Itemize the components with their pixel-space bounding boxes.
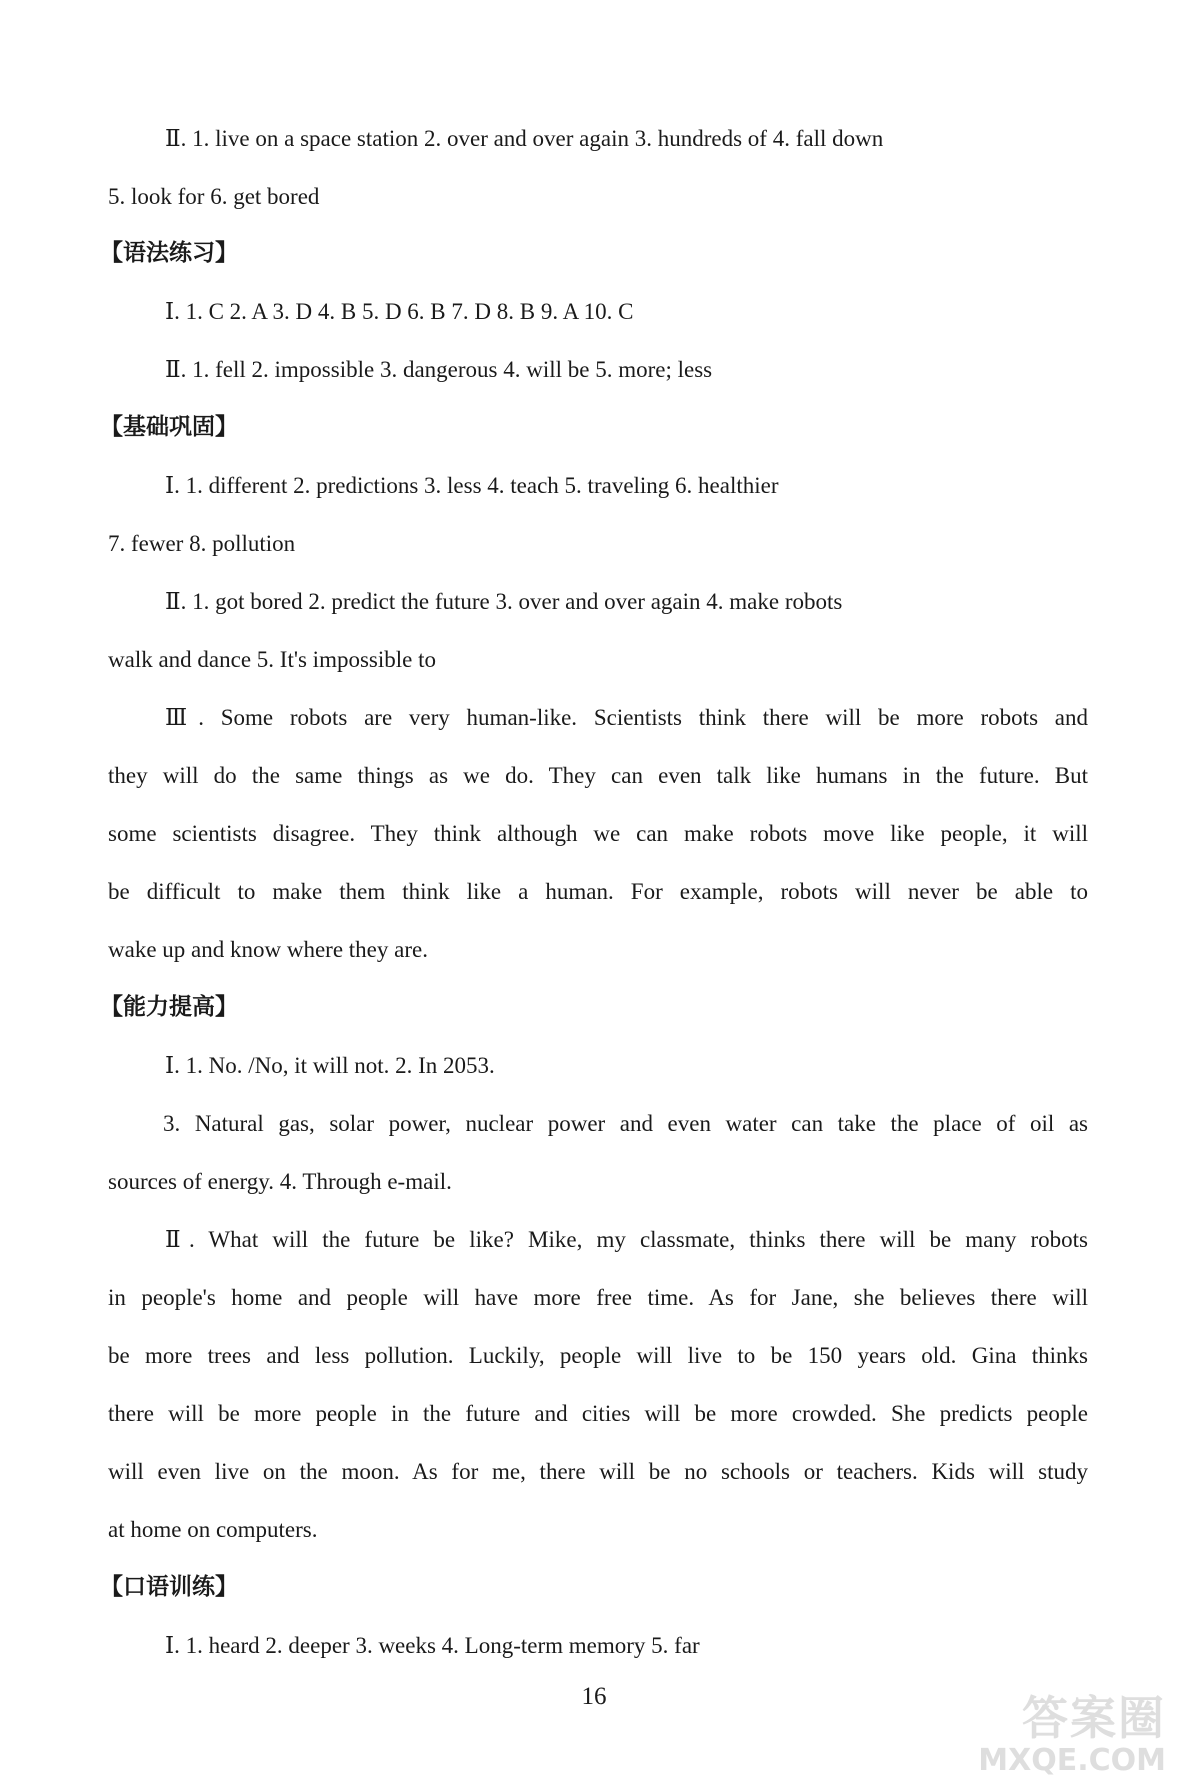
basic-iii-line-1: Ⅲ. Some robots are very human-like. Scientists think there will be more robots and [165,705,1088,730]
vocab-ii-line-2: 5. look for 6. get bored [108,184,320,209]
basic-consolidation-heading: 【基础巩固】 [100,414,238,440]
oral-training-heading: 【口语训练】 [100,1574,238,1600]
basic-iii-line-4: be difficult to make them think like a human. For example, robots will never be able to [108,879,1088,904]
grammar-i-answers: Ⅰ. 1. C 2. A 3. D 4. B 5. D 6. B 7. D 8. B 9. A 10. C [165,299,634,324]
basic-ii-line-2: walk and dance 5. It's impossible to [108,647,436,672]
watermark-bottom-text: MXQE.COM [978,1743,1166,1778]
oral-i-answers: Ⅰ. 1. heard 2. deeper 3. weeks 4. Long-term memory 5. far [165,1633,700,1658]
ability-ii-line-6: at home on computers. [108,1517,318,1542]
ability-improvement-heading: 【能力提高】 [100,994,238,1020]
basic-iii-line-3: some scientists disagree. They think although we can make robots move like people, it will [108,821,1088,846]
page-number: 16 [581,1683,607,1710]
watermark-top-text: 答案圈 [1022,1691,1166,1745]
ability-ii-line-5: will even live on the moon. As for me, there will be no schools or teachers. Kids will study [108,1459,1088,1484]
ability-ii-line-2: in people's home and people will have more free time. As for Jane, she believes there will [108,1285,1088,1310]
ability-i-line-3: sources of energy. 4. Through e-mail. [108,1169,452,1194]
watermark-logo [931,1692,1166,1784]
vocab-ii-line-1: Ⅱ. 1. live on a space station 2. over and over again 3. hundreds of 4. fall down [165,126,884,151]
basic-ii-line-1: Ⅱ. 1. got bored 2. predict the future 3. over and over again 4. make robots [165,589,843,614]
grammar-practice-heading: 【语法练习】 [100,240,238,266]
ability-ii-line-4: there will be more people in the future and cities will be more crowded. She predicts people [108,1401,1088,1426]
basic-iii-line-2: they will do the same things as we do. They can even talk like humans in the future. But [108,763,1088,788]
ability-i-line-2: 3. Natural gas, solar power, nuclear power and even water can take the place of oil as [163,1111,1088,1136]
basic-i-line-1: Ⅰ. 1. different 2. predictions 3. less 4. teach 5. traveling 6. healthier [165,473,779,498]
ability-i-line-1: Ⅰ. 1. No. /No, it will not. 2. In 2053. [165,1053,495,1078]
ability-ii-line-1: Ⅱ. What will the future be like? Mike, my classmate, thinks there will be many robots [165,1227,1088,1252]
basic-i-line-2: 7. fewer 8. pollution [108,531,296,556]
grammar-ii-answers: Ⅱ. 1. fell 2. impossible 3. dangerous 4. will be 5. more; less [165,357,713,382]
basic-iii-line-5: wake up and know where they are. [108,937,428,962]
ability-ii-line-3: be more trees and less pollution. Luckily, people will live to be 150 years old. Gina thinks [108,1343,1088,1368]
